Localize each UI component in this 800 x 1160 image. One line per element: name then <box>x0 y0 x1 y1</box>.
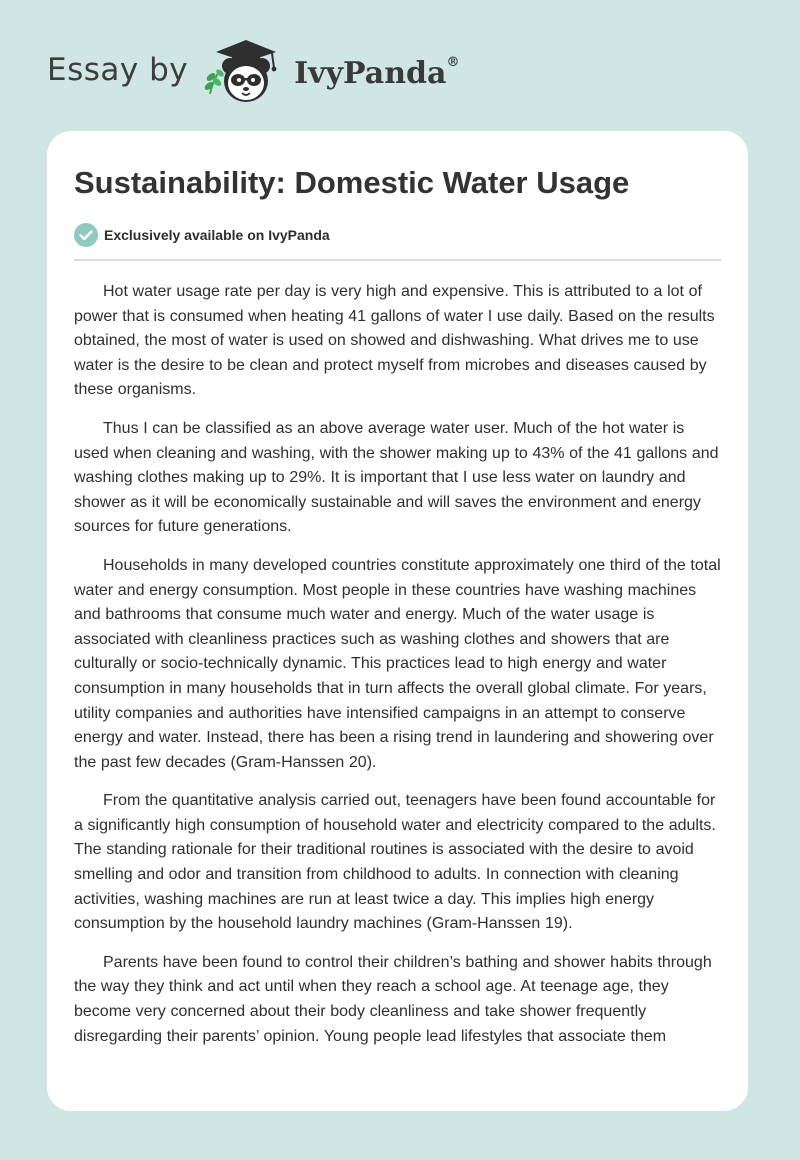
panda-graduate-icon <box>198 36 290 108</box>
exclusive-badge <box>74 222 721 248</box>
paragraph: Households in many developed countries constitute approximately one third of the total water and energy consumption. Most people in these countries have washing machines and bathrooms that consume much water and energy. Much of the water usage is associated with cleanliness practices such as washing clothes and showers that are culturally or socio-technically dynamic. This practices lead to high energy and water consumption in many households that in turn affects the overall global climate. For years, utility companies and authorities have intensified campaigns in an attempt to conserve energy and water. Instead, there has been a rising trend in laundering and showering over the past few decades (Gram-Hanssen 20). <box>74 556 721 771</box>
essay-by-label: Essay by <box>47 52 189 88</box>
brand-header <box>47 36 459 108</box>
essay-card <box>47 131 748 1111</box>
exclusive-label: Exclusively available on IvyPanda <box>104 227 330 243</box>
divider <box>74 259 721 261</box>
check-circle-icon <box>74 223 98 247</box>
paragraph: From the quantitative analysis carried out, teenagers have been found accountable for a significantly high consumption of household water and electricity compared to the adults. The standing rationale for their traditional routines is associated with the desire to avoid smelling and odor and transition from childhood to adults. In connection with cleaning activities, washing machines are run at least twice a day. This implies high energy consumption by the household laundry machines (Gram-Hanssen 19). <box>74 792 716 933</box>
paragraph: Parents have been found to control their children’s bathing and shower habits through the way they think and act until when they reach a school age. At teenage age, they become very concerned about their body cleanliness and take shower frequently disregarding their parents’ opinion. Young people lead lifestyles that associate them <box>74 953 712 1045</box>
paragraph: Thus I can be classified as an above average water user. Much of the hot water is used when cleaning and washing, with the shower making up to 43% of the 41 gallons and washing clothes making up to 29%. It is important that I use less water on laundry and shower as it will be economically sustainable and will saves the environment and energy sources for future generations. <box>74 419 719 536</box>
registered-mark: ® <box>446 54 460 70</box>
ivypanda-logo-text: IvyPanda® <box>294 54 460 91</box>
paragraph: Hot water usage rate per day is very high and expensive. This is attributed to a lot of power that is consumed when heating 41 gallons of water I use daily. Based on the results obtained, the most of water is used on showed and dishwashing. What drives me to use water is the desire to be clean and protect myself from microbes and diseases caused by these organisms. <box>74 283 715 399</box>
essay-body <box>74 280 721 1049</box>
page-title: Sustainability: Domestic Water Usage <box>74 165 630 200</box>
